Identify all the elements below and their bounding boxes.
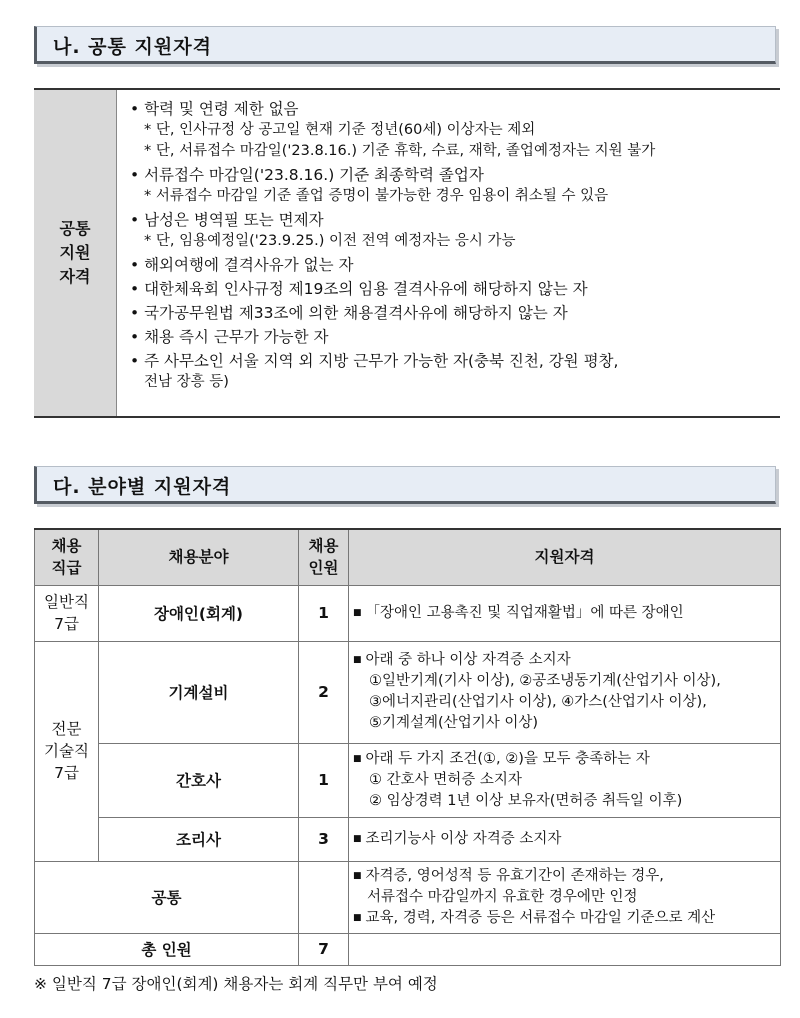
count-cell — [299, 861, 349, 933]
field-qualifications-table — [34, 528, 781, 966]
list-subitem: * 단, 인사규정 상 공고일 현재 기준 정년(60세) 이상자는 제외 — [144, 122, 536, 138]
bullet-square-icon: ■ — [353, 655, 362, 665]
section-header-field — [34, 466, 776, 504]
rank-cell: 전문 기술직 7급 — [35, 641, 99, 861]
table-row — [35, 641, 781, 743]
table-row — [35, 585, 781, 641]
field-cell: 기계설비 — [99, 641, 299, 743]
qualification-cell: ■ 조리기능사 이상 자격증 소지자 — [349, 817, 781, 861]
count-cell: 3 — [299, 817, 349, 861]
list-item: • 학력 및 연령 제한 없음 — [130, 100, 299, 118]
col-header-qualification: 지원자격 — [349, 529, 781, 585]
bullet-square-icon: ■ — [353, 912, 362, 923]
field-cell: 조리사 — [99, 817, 299, 861]
count-cell: 2 — [299, 641, 349, 743]
qualification-cell: ■ 아래 두 가지 조건(①, ②)을 모두 충족하는 자 ① 간호사 면허증 소지자 ② 임상경력 1년 이상 보유자(면허증 취득일 이후) — [349, 743, 781, 817]
list-item: • 해외여행에 결격사유가 없는 자 — [130, 256, 354, 274]
rank-cell: 일반직 7급 — [35, 585, 99, 641]
qualification-cell: ■ 아래 중 하나 이상 자격증 소지자 ①일반기계(기사 이상), ②공조냉동기계(산업기사 이상), ③에너지관리(산업기사 이상), ④가스(산업기사 이상), ⑤기계설계(산업기사 이상) — [349, 641, 781, 743]
section-title: 나. 공통 지원자격 — [53, 36, 212, 58]
section-title: 다. 분야별 지원자격 — [53, 476, 232, 498]
list-item: • 채용 즉시 근무가 가능한 자 — [130, 328, 329, 346]
footnote: ※ 일반직 7급 장애인(회계) 채용자는 회계 직무만 부여 예정 — [34, 975, 438, 993]
bullet-square-icon: ■ — [353, 870, 362, 881]
col-header-count: 채용 인원 — [299, 529, 349, 585]
list-subitem: 전남 장흥 등) — [144, 374, 229, 390]
list-subitem: * 단, 임용예정일('23.9.25.) 이전 전역 예정자는 응시 가능 — [144, 233, 516, 249]
field-cell: 장애인(회계) — [99, 585, 299, 641]
field-cell: 간호사 — [99, 743, 299, 817]
empty-cell — [349, 933, 781, 965]
count-cell: 1 — [299, 743, 349, 817]
bullet-square-icon: ■ — [353, 607, 362, 618]
col-header-field: 채용분야 — [99, 529, 299, 585]
list-item: • 국가공무원법 제33조에 의한 채용결격사유에 해당하지 않는 자 — [130, 304, 568, 322]
table-total-row — [35, 933, 781, 965]
table-row — [35, 743, 781, 817]
col-header-rank: 채용 직급 — [35, 529, 99, 585]
table-row — [35, 861, 781, 933]
total-count-cell: 7 — [299, 933, 349, 965]
list-subitem: * 단, 서류접수 마감일('23.8.16.) 기준 휴학, 수료, 재학, 졸업예정자는 지원 불가 — [144, 143, 656, 159]
common-qualifications-box — [34, 88, 780, 418]
qualification-cell: ■ 「장애인 고용촉진 및 직업재활법」에 따른 장애인 — [349, 585, 781, 641]
list-item: • 대한체육회 인사규정 제19조의 임용 결격사유에 해당하지 않는 자 — [130, 280, 588, 298]
common-qualifications-label: 공통 지원 자격 — [34, 90, 117, 416]
qualification-cell: ■ 자격증, 영어성적 등 유효기간이 존재하는 경우, 서류접수 마감일까지 유효한 경우에만 인정 ■ 교육, 경력, 자격증 등은 서류접수 마감일 기준으로 계산 — [349, 861, 781, 933]
list-item: • 서류접수 마감일('23.8.16.) 기준 최종학력 졸업자 — [130, 166, 484, 184]
list-subitem: * 서류접수 마감일 기준 졸업 증명이 불가능한 경우 임용이 취소될 수 있음 — [144, 188, 609, 204]
bullet-square-icon: ■ — [353, 753, 362, 764]
count-cell: 1 — [299, 585, 349, 641]
table-row — [35, 817, 781, 861]
bullet-square-icon: ■ — [353, 833, 362, 844]
total-label-cell: 총 인원 — [35, 933, 299, 965]
section-header-common — [34, 26, 776, 64]
list-item: • 주 사무소인 서울 지역 외 지방 근무가 가능한 자(충북 진천, 강원 평창, — [130, 352, 619, 370]
common-qualifications-list — [130, 98, 776, 393]
list-item: • 남성은 병역필 또는 면제자 — [130, 211, 324, 229]
field-cell: 공통 — [35, 861, 299, 933]
table-header-row — [35, 529, 781, 585]
